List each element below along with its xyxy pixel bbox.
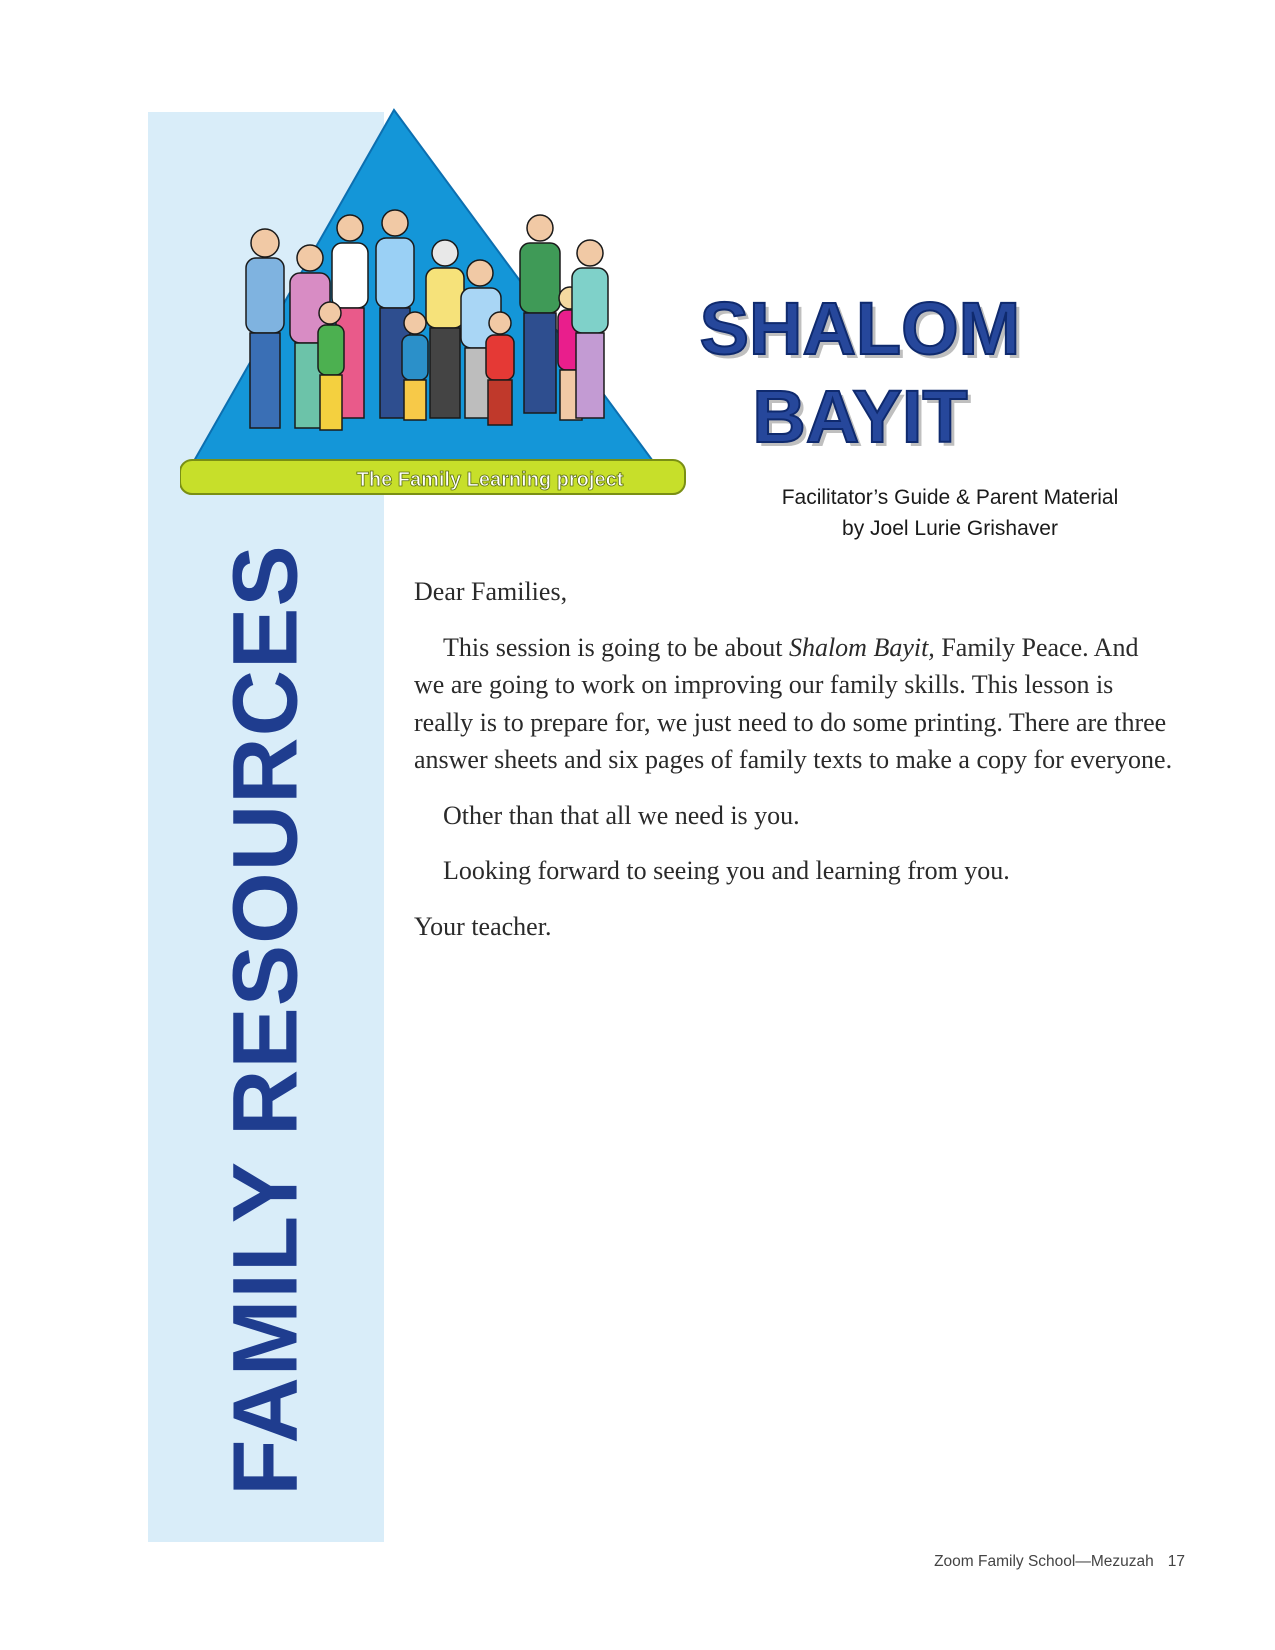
closing: Your teacher. [414, 911, 552, 941]
subtitle: Facilitator’s Guide & Parent Material [781, 486, 1119, 509]
running-title: Zoom Family School—Mezuzah [934, 1553, 1154, 1570]
letter-paragraph-1 [414, 629, 1174, 779]
page-number: 17 [1167, 1553, 1185, 1570]
p1-text-end: Family Peace. And we are going to work on improving our family skills. This lesson is really is to prepare for, we just need to do some printing. There are three answer sheets and six pages of family texts to make a copy for everyone. [414, 632, 1173, 774]
title-line-2: BAYIT [752, 375, 968, 458]
page-title [680, 285, 1040, 461]
title-line-1: SHALOM [699, 287, 1021, 370]
family-learning-logo [180, 108, 720, 523]
sidebar-title: FAMILY RESOURCES [214, 544, 317, 1496]
logo-banner-text: The Family Learning project [356, 469, 624, 491]
p1-italic-term: Shalom Bayit, [788, 632, 935, 662]
letter-body [414, 573, 1174, 963]
author: by Joel Lurie Grishaver [842, 517, 1058, 540]
p1-text-start: This session is going to be about [443, 632, 789, 662]
page-footer [934, 1553, 1185, 1571]
letter-paragraph-2: Other than that all we need is you. [443, 800, 800, 830]
letter-paragraph-3: Looking forward to seeing you and learning from you. [443, 856, 1010, 885]
salutation: Dear Families, [414, 577, 568, 606]
byline [740, 482, 1160, 544]
